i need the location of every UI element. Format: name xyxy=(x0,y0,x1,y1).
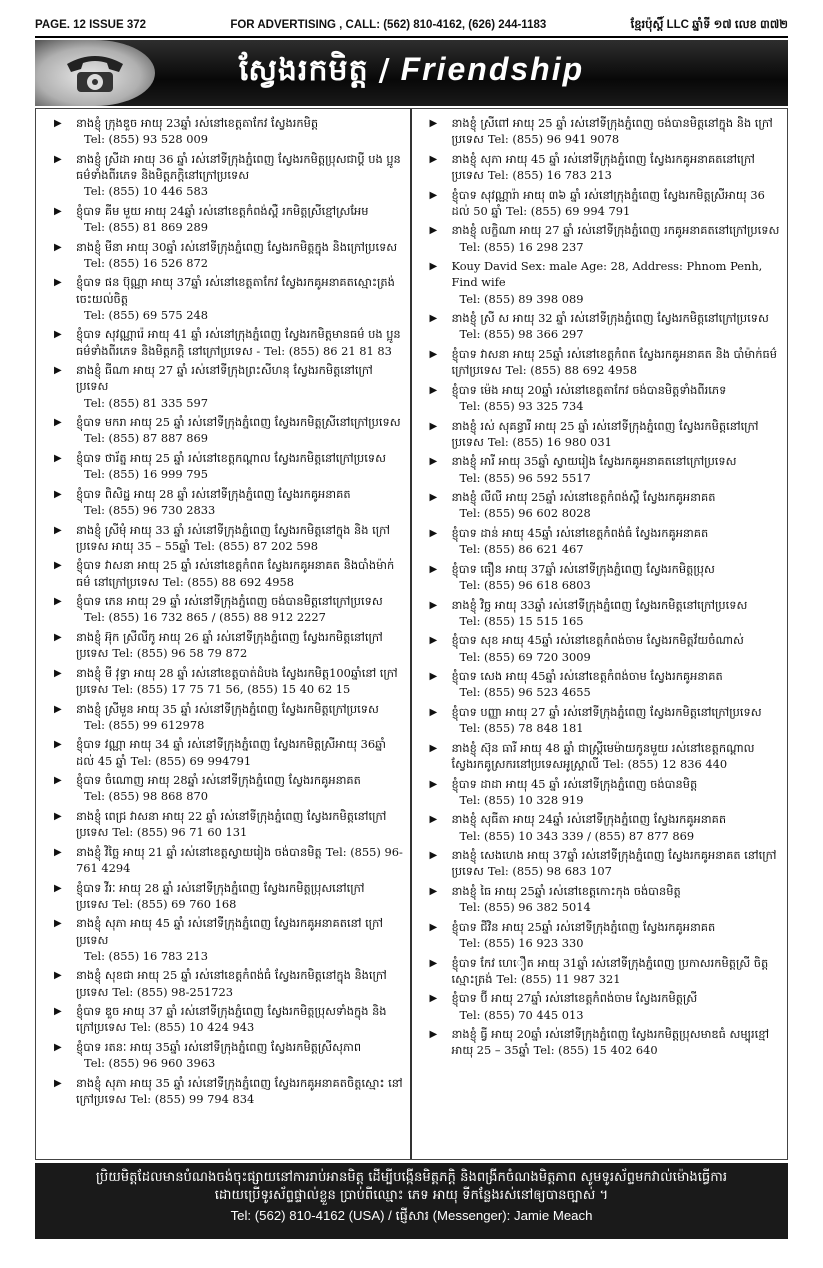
listing-text: Kouy David Sex: male Age: 28, Address: Phnom Penh, Find wife xyxy=(451,259,763,290)
listing-phone: Tel: (855) 99 612978 xyxy=(84,717,205,732)
listing-phone: Tel: (855) 78 848 181 xyxy=(459,721,584,736)
listing-phone: Tel: (855) 96 730 2833 xyxy=(84,502,216,517)
listing-text: ខ្ញុំបាទ បញ្ញា អាយុ 27 ឆ្នាំ រស់នៅទីក្រុងភ្នំពេញ ស្វែងរកមិត្តនៅក្រៅប្រទេស xyxy=(451,704,762,719)
bullet-arrow-icon: ▶ xyxy=(54,417,62,429)
listing-columns xyxy=(35,108,788,1160)
listing-text: នាងខ្ញុំ ស្រីដា អាយុ 36 ឆ្នាំ រស់នៅទីក្រុងភ្នំពេញ ស្វែងរកមិត្តប្រុសជាប្តី បង ប្អូនធម៌ទាំងពីរភេទ និងមិត្តភក្តិនៅក្រៅប្រទេស xyxy=(76,151,401,182)
listing-text: ខ្ញុំបាទ ម៉េង អាយុ 20ឆ្នាំ រស់នៅខេត្តតាកែវ ចង់បានមិត្តទាំងពីរភេទ xyxy=(451,382,727,397)
listing-phone: Tel: (855) 96 58 79 872 xyxy=(112,646,248,661)
listing-entry xyxy=(430,151,782,183)
listing-entry xyxy=(54,115,404,147)
telephone-icon xyxy=(35,40,155,106)
listing-text: ខ្ញុំបាទ ដាន់ អាយុ 45ឆ្នាំ រស់នៅខេត្តកំពង់ធំ ស្វែងរកគូអនាគត xyxy=(451,525,709,540)
listing-entry xyxy=(54,557,404,589)
bullet-arrow-icon: ▶ xyxy=(54,329,62,341)
listing-text: នាងខ្ញុំ មី វុទ្ធា អាយុ 28 ឆ្នាំ រស់នៅខេត្តបាត់ដំបង ស្វែងរកមិត្ត100ឆ្នាំនៅ ក្រៅប្រទេស xyxy=(76,665,398,696)
bullet-arrow-icon: ▶ xyxy=(54,667,62,679)
listing-text: នាងខ្ញុំ លក្ខិណា អាយុ 27 ឆ្នាំ រស់នៅទីក្រុងភ្នំពេញ រកគូអនាគតនៅក្រៅប្រទេស xyxy=(451,223,780,238)
listing-phone: Tel: (855) 69 720 3009 xyxy=(459,649,591,664)
page-title xyxy=(239,51,584,95)
bullet-arrow-icon: ▶ xyxy=(54,365,62,377)
bullet-arrow-icon: ▶ xyxy=(54,241,62,253)
listing-phone: Tel: (855) 96 523 4655 xyxy=(459,685,591,700)
bullet-arrow-icon: ▶ xyxy=(54,918,62,930)
page-issue: PAGE. 12 ISSUE 372 xyxy=(35,19,147,31)
title-separator: / xyxy=(378,53,391,88)
listing-entry xyxy=(430,597,782,629)
listing-text: នាងខ្ញុំ មីនា អាយុ 30ឆ្នាំ រស់នៅទីក្រុងភ្នំពេញ ស្វែងរកមិត្តក្នុង និងក្រៅប្រទេស xyxy=(76,239,398,254)
listing-phone: Tel: (855) 98 366 297 xyxy=(459,327,584,342)
listing-entry xyxy=(54,880,404,912)
bullet-arrow-icon: ▶ xyxy=(54,882,62,894)
listing-text: ខ្ញុំបាទ វាសនា អាយុ 25ឆ្នាំ រស់នៅខេត្តកំពត ស្វែងរកគូអនាគត និង បាំម៉ាក់ធម៌ក្រៅប្រទេស xyxy=(451,346,777,378)
listing-phone: Tel: (855) 88 692 4958 xyxy=(505,363,637,378)
listing-phone: Tel: (855) 10 424 943 xyxy=(130,1020,255,1035)
bullet-arrow-icon: ▶ xyxy=(429,153,438,165)
listing-phone: Tel: (855) 70 445 013 xyxy=(459,1007,584,1022)
listing-text: នាងខ្ញុំ ស្រីមួន អាយុ 35 ឆ្នាំ រស់នៅទីក្រុងភ្នំពេញ ស្វែងរកមិត្តក្រៅប្រទេស xyxy=(76,701,379,716)
listing-entry xyxy=(430,847,782,879)
listing-phone: Tel: (855) 16 783 213 xyxy=(84,948,209,963)
listing-entry xyxy=(430,990,782,1022)
listing-text: នាងខ្ញុំ ធីណា អាយុ 27 ឆ្នាំ រស់នៅទីក្រុងព្រះសីហនុ ស្វែងរកមិត្តនៅក្រៅប្រទេស xyxy=(76,363,373,394)
listing-text: នាងខ្ញុំ អារី អាយុ 35ឆ្នាំ ស្វាយរៀង ស្វែងរកគូអនាគតនៅក្រៅប្រទេស xyxy=(451,454,737,469)
listing-phone: Tel: (855) 69 994 791 xyxy=(506,203,631,218)
listing-text: នាងខ្ញុំ ស្រី ស អាយុ 32 ឆ្នាំ រស់នៅទីក្រុងភ្នំពេញ ស្វែងរកមិត្តនៅក្រៅប្រទេស xyxy=(451,311,769,326)
listing-text: ខ្ញុំបាទ មករា អាយុ 25 ឆ្នាំ រស់នៅទីក្រុងភ្នំពេញ ស្វែងរកមិត្តស្រីនៅក្រៅប្រទេស xyxy=(76,415,401,430)
listing-phone: Tel: (855) 96-761 4294 xyxy=(76,844,403,875)
listing-entry xyxy=(54,450,404,482)
listing-entry xyxy=(430,811,782,843)
bullet-arrow-icon: ▶ xyxy=(429,492,438,504)
listing-text: នាងខ្ញុំ សេងហេង អាយុ 37ឆ្នាំ រស់នៅទីក្រុងភ្នំពេញ ស្វែងរកគូអនាគត នៅក្រៅប្រទេស xyxy=(451,848,777,879)
listing-entry xyxy=(54,522,404,554)
listing-phone: Tel: (855) 16 298 237 xyxy=(459,239,584,254)
listing-text: នាងខ្ញុំ វិច្ឆ អាយុ 33ឆ្នាំ រស់នៅទីក្រុងភ្នំពេញ ស្វែងរកមិត្តនៅក្រៅប្រទេស xyxy=(451,597,748,612)
listing-phone: Tel: (855) 96 602 8028 xyxy=(459,506,591,521)
listing-phone: Tel: (855) 15 515 165 xyxy=(459,613,584,628)
bullet-arrow-icon: ▶ xyxy=(429,348,438,360)
footer-line-1: ប្រិយមិត្តដែលមានបំណងចង់ចុះផ្សាយនៅការរាប់អានមិត្ត ដើម្បីបង្កើនមិត្តភក្តិ និងពង្រីកចំណងមិត្តភាព សូមទូរស័ព្ទមកវាល់ម៉ោងធ្វើការ xyxy=(95,1170,728,1185)
listing-text: នាងខ្ញុំ សុភា អាយុ 45 ឆ្នាំ រស់នៅទីក្រុងភ្នំពេញ ស្វែងរកគូអនាគតនៅ ក្រៅប្រទេស xyxy=(76,916,383,947)
listing-text: ខ្ញុំបាទ ថារ័ត្ន អាយុ 25 ឆ្នាំ រស់នៅខេត្តកណ្តាល ស្វែងរកមិត្តនៅក្រៅប្រទេស xyxy=(76,450,386,465)
listing-text: នាងខ្ញុំ ស្រីពៅ អាយុ 25 ឆ្នាំ រស់នៅទីក្រុងភ្នំពេញ ចង់បានមិត្តនៅក្នុង និង ក្រៅប្រទេស xyxy=(451,116,773,147)
listing-entry xyxy=(54,326,404,358)
listing-entry xyxy=(54,736,404,768)
listing-phone: Tel: (855) 98-251723 xyxy=(112,984,233,999)
listing-entry xyxy=(54,701,404,733)
bullet-arrow-icon: ▶ xyxy=(429,635,438,647)
listing-entry xyxy=(430,115,782,147)
listing-entry xyxy=(54,151,404,200)
listing-entry xyxy=(54,1003,404,1035)
listing-phone: Tel: (855) 98 868 870 xyxy=(84,789,209,804)
listing-phone: Tel: (855) 96 71 60 131 xyxy=(112,825,248,840)
listing-text: ខ្ញុំបាទ ចំណោញ អាយុ 28ឆ្នាំ រស់នៅទីក្រុងភ្នំពេញ ស្វែងរកគូអនាគត xyxy=(76,773,361,788)
listing-phone: Tel: (855) 16 732 865 / (855) 88 912 2227 xyxy=(84,610,326,625)
listing-entry xyxy=(430,704,782,736)
listing-entry xyxy=(54,593,404,625)
listing-text: ខ្ញុំបាទ សេង អាយុ 45ឆ្នាំ រស់នៅខេត្តកំពង់ចាម ស្វែងរកគូអនាគត xyxy=(451,669,723,684)
listing-entry xyxy=(54,274,404,323)
bullet-arrow-icon: ▶ xyxy=(54,118,62,129)
advertising-line: FOR ADVERTISING , CALL: (562) 810-4162, (626) 244-1183 xyxy=(230,19,547,31)
listing-entry xyxy=(430,310,782,342)
listing-entry xyxy=(54,915,404,964)
listing-text: នាងខ្ញុំ ពេជ្រ វាសនា អាយុ 22 ឆ្នាំ រស់នៅទីក្រុងភ្នំពេញ ស្វែងរកមិត្តនៅក្រៅ ប្រទេស xyxy=(76,808,387,840)
listing-text: ខ្ញុំបាទ ប៊ី អាយុ 27ឆ្នាំ រស់នៅខេត្តកំពង់ចាម ស្វែងរកមិត្តស្រី xyxy=(451,991,698,1006)
listing-text: នាងខ្ញុំ លីលី អាយុ 25ឆ្នាំ រស់នៅខេត្តកំពង់ស្ពឺ ស្វែងរកគូអនាគត xyxy=(451,490,716,505)
bullet-arrow-icon: ▶ xyxy=(54,703,62,715)
publication-name: ខ្មែរប៉ុស្តិ៍ LLC ឆ្នាំទី ១៧ លេខ ៣៧២ xyxy=(630,18,788,31)
listing-phone: Tel: (855) 93 325 734 xyxy=(459,398,584,413)
bullet-arrow-icon: ▶ xyxy=(429,921,438,933)
listing-text: នាងខ្ញុំ ធៃ អាយុ 25ឆ្នាំ រស់នៅខេត្តកោះកុង ចង់បានមិត្ត xyxy=(451,883,681,898)
bullet-arrow-icon: ▶ xyxy=(429,778,438,790)
listing-entry xyxy=(430,668,782,700)
listing-text: នាងខ្ញុំ សុភា អាយុ 35 ឆ្នាំ រស់នៅទីក្រុងភ្នំពេញ ស្វែងរកគូអនាគតចិត្តស្មោះ នៅក្រៅប្រទេស xyxy=(76,1075,403,1106)
listing-phone: Tel: (855) 17 75 71 56, (855) 15 40 62 15 xyxy=(112,681,351,696)
listing-phone: Tel: (855) 69 994791 xyxy=(130,753,252,768)
listing-entry xyxy=(54,665,404,697)
listing-entry xyxy=(54,203,404,235)
bullet-arrow-icon: ▶ xyxy=(429,261,438,273)
listing-phone: Tel: (855) 69 575 248 xyxy=(84,307,209,322)
bullet-arrow-icon: ▶ xyxy=(429,225,438,237)
footer-notice xyxy=(35,1163,788,1239)
listing-text: ខ្ញុំបាទ ជីវិន អាយុ 25ឆ្នាំ រស់នៅទីក្រុងភ្នំពេញ ស្វែងរកគូអនាគត xyxy=(451,919,716,934)
listing-entry xyxy=(430,222,782,254)
listing-entry xyxy=(430,418,782,450)
listing-phone: Tel: (855) 16 999 795 xyxy=(84,467,209,482)
listing-entry xyxy=(430,382,782,414)
listing-text: ខ្ញុំបាទ ភេន អាយុ 29 ឆ្នាំ រស់នៅទីក្រុងភ្នំពេញ ចង់បានមិត្តនៅក្រៅប្រទេស xyxy=(76,594,383,609)
listing-text: នាងខ្ញុំ វិច្ឆៃ អាយុ 21 ឆ្នាំ រស់នៅខេត្តស្វាយរៀង ចង់បានមិត្ត xyxy=(76,844,322,859)
listing-entry xyxy=(54,967,404,999)
listing-phone: Tel: (855) 99 794 834 xyxy=(130,1091,255,1106)
listing-text: ខ្ញុំបាទ ដាដា អាយុ 45 ឆ្នាំ រស់នៅទីក្រុងភ្នំពេញ ចង់បានមិត្ត xyxy=(451,776,698,791)
listing-entry xyxy=(430,258,782,307)
right-column xyxy=(412,109,788,1159)
title-khmer: ស្វែងរកមិត្ត xyxy=(238,53,369,88)
bullet-arrow-icon: ▶ xyxy=(429,189,438,201)
bullet-arrow-icon: ▶ xyxy=(429,814,438,826)
bullet-arrow-icon: ▶ xyxy=(54,596,62,608)
listing-entry xyxy=(54,844,404,876)
bullet-arrow-icon: ▶ xyxy=(429,957,438,969)
listing-text: នាងខ្ញុំ សុខជា អាយុ 25 ឆ្នាំ រស់នៅខេត្តកំពង់ធំ ស្វែងរកមិត្តនៅក្នុង និងក្រៅ ប្រទេស xyxy=(76,968,387,999)
bullet-arrow-icon: ▶ xyxy=(429,563,438,575)
listing-entry xyxy=(54,1039,404,1071)
listing-phone: Tel: (855) 96 960 3963 xyxy=(84,1056,216,1071)
bullet-arrow-icon: ▶ xyxy=(54,1041,62,1053)
bullet-arrow-icon: ▶ xyxy=(429,313,438,325)
listing-entry xyxy=(54,629,404,661)
bullet-arrow-icon: ▶ xyxy=(429,671,438,683)
listing-entry xyxy=(430,632,782,664)
bullet-arrow-icon: ▶ xyxy=(429,118,438,129)
listing-phone: Tel: (855) 11 987 321 xyxy=(496,971,621,986)
bullet-arrow-icon: ▶ xyxy=(54,1077,62,1089)
listing-phone: Tel: (855) 10 343 339 / (855) 87 877 869 xyxy=(459,828,695,843)
listing-phone: Tel: (855) 96 941 9078 xyxy=(487,132,620,147)
listing-entry xyxy=(54,1075,404,1107)
listing-phone: Tel: (855) 16 526 872 xyxy=(84,255,209,270)
bullet-arrow-icon: ▶ xyxy=(54,775,62,787)
listing-text: ខ្ញុំបាទ សុវណ្ណារ៉េ អាយុ 41 ឆ្នាំ រស់នៅក្រុងភ្នំពេញ ស្វែងរកមិត្តមានធម៌ បង ប្អូនធម៌ទាំងពីរភេទ និងមិត្តភក្តិ នៅក្រៅប្រទេស - xyxy=(76,327,401,358)
listing-text: ខ្ញុំបាទ កែវ ហេឿត អាយុ 31ឆ្នាំ រស់នៅទីក្រុងភ្នំពេញ ប្រកាសរកមិត្តស្រី ចិត្តស្មោះត្រង់ xyxy=(451,955,769,986)
bullet-arrow-icon: ▶ xyxy=(54,1006,62,1018)
listing-phone: Tel: (855) 10 328 919 xyxy=(459,792,584,807)
section-banner xyxy=(35,40,788,106)
listing-phone: Tel: (855) 69 760 168 xyxy=(112,896,237,911)
listing-text: នាងខ្ញុំ អ៊ុក ស្រីលីកូ អាយុ 26 ឆ្នាំ រស់នៅទីក្រុងភ្នំពេញ ស្វែងរកមិត្តនៅក្រៅ ប្រទេស xyxy=(76,629,383,661)
listing-entry xyxy=(430,955,782,987)
bullet-arrow-icon: ▶ xyxy=(54,277,62,289)
listing-text: នាងខ្ញុំ សុធីតា អាយុ 24ឆ្នាំ រស់នៅទីក្រុងភ្នំពេញ ស្វែងរកគូអនាគត xyxy=(451,812,727,827)
bullet-arrow-icon: ▶ xyxy=(429,527,438,539)
listing-text: ខ្ញុំបាទ រតនៈ អាយុ 35ឆ្នាំ រស់នៅទីក្រុងភ្នំពេញ ស្វែងរកមិត្តស្រីសុភាព xyxy=(76,1039,362,1054)
listing-text: ខ្ញុំបាទ វីរៈ អាយុ 28 ឆ្នាំ រស់នៅទីក្រុងភ្នំពេញ ស្វែងរកមិត្តប្រុសនៅក្រៅ ប្រទេស xyxy=(76,880,365,911)
listing-entry xyxy=(54,808,404,840)
footer-contact: Tel: (562) 810-4162 (USA) / ផ្ញើសារ (Messenger): Jamie Meach xyxy=(230,1208,593,1223)
listing-entry xyxy=(54,239,404,271)
listing-text: នាងខ្ញុំ ស្រីមុំ អាយុ 33 ឆ្នាំ រស់នៅទីក្រុងភ្នំពេញ ស្វែងរកមិត្តនៅក្នុង និង ក្រៅប្រទេស អាយុ 35 – 55ឆ្នាំ xyxy=(76,522,390,553)
bullet-arrow-icon: ▶ xyxy=(429,706,438,718)
bullet-arrow-icon: ▶ xyxy=(54,970,62,982)
listing-text: ខ្ញុំបាទ សុវណ្ណារ៉ា អាយុ ៣៦ ឆ្នាំ រស់នៅក្រុងភ្នំពេញ ស្វែងរកមិត្តស្រីអាយុ 36 ដល់ 50 ឆ្នាំ xyxy=(451,187,765,218)
listing-entry xyxy=(430,453,782,485)
listing-entry xyxy=(430,561,782,593)
bullet-arrow-icon: ▶ xyxy=(429,885,438,897)
listing-phone: Tel: (855) 87 887 869 xyxy=(84,431,209,446)
bullet-arrow-icon: ▶ xyxy=(54,452,62,464)
bullet-arrow-icon: ▶ xyxy=(54,739,62,751)
listing-phone: Tel: (855) 98 683 107 xyxy=(487,864,612,879)
listing-text: នាងខ្ញុំ ធ្វី អាយុ 20ឆ្នាំ រស់នៅទីក្រុងភ្នំពេញ ស្វែងរកមិត្តប្រុសមាឌធំ សម្បុរខ្មៅ អាយុ 25 – 35ឆ្នាំ xyxy=(451,1027,770,1058)
listing-text: នាងខ្ញុំ ក្រុងឌួច អាយុ 23ឆ្នាំ រស់នៅខេត្តតាកែវ ស្វែងរកមិត្ត xyxy=(76,116,319,130)
listing-text: ខ្ញុំបាទ ឌួច អាយុ 37 ឆ្នាំ រស់នៅទីក្រុងភ្នំពេញ ស្វែងរកមិត្តប្រុសទាំងក្នុង និង ក្រៅប្រទេស xyxy=(76,1004,387,1035)
listing-phone: Tel: (855) 16 980 031 xyxy=(487,434,612,449)
listing-entry xyxy=(430,776,782,808)
listing-phone: Tel: (855) 81 335 597 xyxy=(84,395,209,410)
footer-line-2: ដោយប្រើទូរស័ព្ទផ្ទាល់ខ្លួន ប្រាប់ពីឈ្មោះ ភេទ អាយុ ទីកន្លែងរស់នៅឲ្យបានច្បាស់ ។ xyxy=(214,1188,609,1203)
listing-phone: Tel: (855) 89 398 089 xyxy=(459,291,584,306)
listing-entry xyxy=(430,1026,782,1058)
listing-entry xyxy=(54,772,404,804)
listing-phone: Tel: (855) 88 692 4958 xyxy=(162,574,294,589)
listing-phone: Tel: (855) 86 621 467 xyxy=(459,542,584,557)
listing-phone: Tel: (855) 96 382 5014 xyxy=(459,900,591,915)
bullet-arrow-icon: ▶ xyxy=(429,456,438,468)
left-column xyxy=(36,109,412,1159)
listing-phone: Tel: (855) 96 592 5517 xyxy=(459,470,591,485)
listing-entry xyxy=(430,919,782,951)
bullet-arrow-icon: ▶ xyxy=(54,153,62,165)
title-english: Friendship xyxy=(400,51,585,87)
bullet-arrow-icon: ▶ xyxy=(54,810,62,822)
listing-entry xyxy=(430,525,782,557)
bullet-arrow-icon: ▶ xyxy=(429,384,438,396)
listing-phone: Tel: (855) 87 202 598 xyxy=(194,538,319,553)
listing-entry xyxy=(54,362,404,411)
bullet-arrow-icon: ▶ xyxy=(429,420,438,432)
bullet-arrow-icon: ▶ xyxy=(54,205,62,217)
listing-text: ខ្ញុំបាទ ផន ប៊ុណ្ណា អាយុ 37ឆ្នាំ រស់នៅខេត្តតាកែវ ស្វែងរកគូអនាគតស្មោះត្រង់ ចេះយល់ចិត្ត xyxy=(76,275,395,306)
listing-entry xyxy=(54,486,404,518)
listing-phone: Tel: (855) 86 21 81 83 xyxy=(264,343,392,358)
bullet-arrow-icon: ▶ xyxy=(54,488,62,500)
bullet-arrow-icon: ▶ xyxy=(429,742,438,754)
listing-phone: Tel: (855) 10 446 583 xyxy=(84,184,209,199)
bullet-arrow-icon: ▶ xyxy=(429,850,438,862)
listing-text: នាងខ្ញុំ ស៊ុន ធារី អាយុ 48 ឆ្នាំ ជាស្ត្រីមេម៉ាយកូនមួយ រស់នៅខេត្តកណ្តាល ស្វែងរកគូស្រករនៅប្រទេសអូស្ត្រាលី xyxy=(451,740,755,771)
listing-entry xyxy=(430,187,782,219)
listing-text: ខ្ញុំបាទ សុខ អាយុ 45ឆ្នាំ រស់នៅខេត្តកំពង់ចាម ស្វែងរកមិត្តវ័យចំណាស់ xyxy=(451,633,744,648)
listing-phone: Tel: (855) 96 618 6803 xyxy=(459,577,591,592)
listing-text: ខ្ញុំបាទ វាសនា អាយុ 25 ឆ្នាំ រស់នៅខេត្តកំពត ស្វែងរកគូអនាគត និងបាំងម៉ាក់ធម៌ នៅក្រៅប្រទេស xyxy=(76,558,395,589)
listing-phone: Tel: (855) 12 836 440 xyxy=(603,756,728,771)
bullet-arrow-icon: ▶ xyxy=(429,993,438,1005)
bullet-arrow-icon: ▶ xyxy=(54,846,62,858)
listing-entry xyxy=(430,489,782,521)
listing-entry xyxy=(430,740,782,772)
listing-phone: Tel: (855) 93 528 009 xyxy=(84,132,209,147)
listing-phone: Tel: (855) 15 402 640 xyxy=(533,1043,658,1058)
listing-text: ខ្ញុំបាទ ពិសិដ្ឋ អាយុ 28 ឆ្នាំ រស់នៅទីក្រុងភ្នំពេញ ស្វែងរកគូអនាគត xyxy=(76,486,351,501)
bullet-arrow-icon: ▶ xyxy=(54,631,62,643)
listing-text: ខ្ញុំបាទ ធឿន អាយុ 37ឆ្នាំ រស់នៅទីក្រុងភ្នំពេញ ស្វែងរកមិត្តប្រុស xyxy=(451,561,715,576)
listing-text: ខ្ញុំបាទ គីម មួយ អាយុ 24ឆ្នាំ រស់នៅខេត្តកំពង់ស្ពឺ រកមិត្តស្រីខ្មៅស្រអែម xyxy=(76,203,369,218)
listing-text: ខ្ញុំបាទ វណ្ណា អាយុ 34 ឆ្នាំ រស់នៅទីក្រុងភ្នំពេញ ស្វែងរកមិត្តស្រីអាយុ 36ឆ្នាំ ដល់ 45 ឆ្នាំ xyxy=(76,737,387,768)
listing-entry xyxy=(430,346,782,378)
bullet-arrow-icon: ▶ xyxy=(54,560,62,572)
listing-text: នាងខ្ញុំ សុភា អាយុ 45 ឆ្នាំ រស់នៅទីក្រុងភ្នំពេញ ស្វែងរកគូអនាគតនៅក្រៅ ប្រទេស xyxy=(451,151,755,182)
listing-entry xyxy=(54,414,404,446)
listing-entry xyxy=(430,883,782,915)
bullet-arrow-icon: ▶ xyxy=(54,524,62,536)
bullet-arrow-icon: ▶ xyxy=(429,1029,438,1041)
page-header xyxy=(35,14,788,38)
listing-phone: Tel: (855) 16 923 330 xyxy=(459,935,584,950)
listing-text: នាងខ្ញុំ រស់ សុគន្ធារី អាយុ 25 ឆ្នាំ រស់នៅទីក្រុងភ្នំពេញ ស្វែងរកមិត្តនៅក្រៅ ប្រទេស xyxy=(451,418,759,449)
listing-phone: Tel: (855) 81 869 289 xyxy=(84,220,209,234)
bullet-arrow-icon: ▶ xyxy=(429,599,438,611)
listing-phone: Tel: (855) 16 783 213 xyxy=(487,168,612,182)
